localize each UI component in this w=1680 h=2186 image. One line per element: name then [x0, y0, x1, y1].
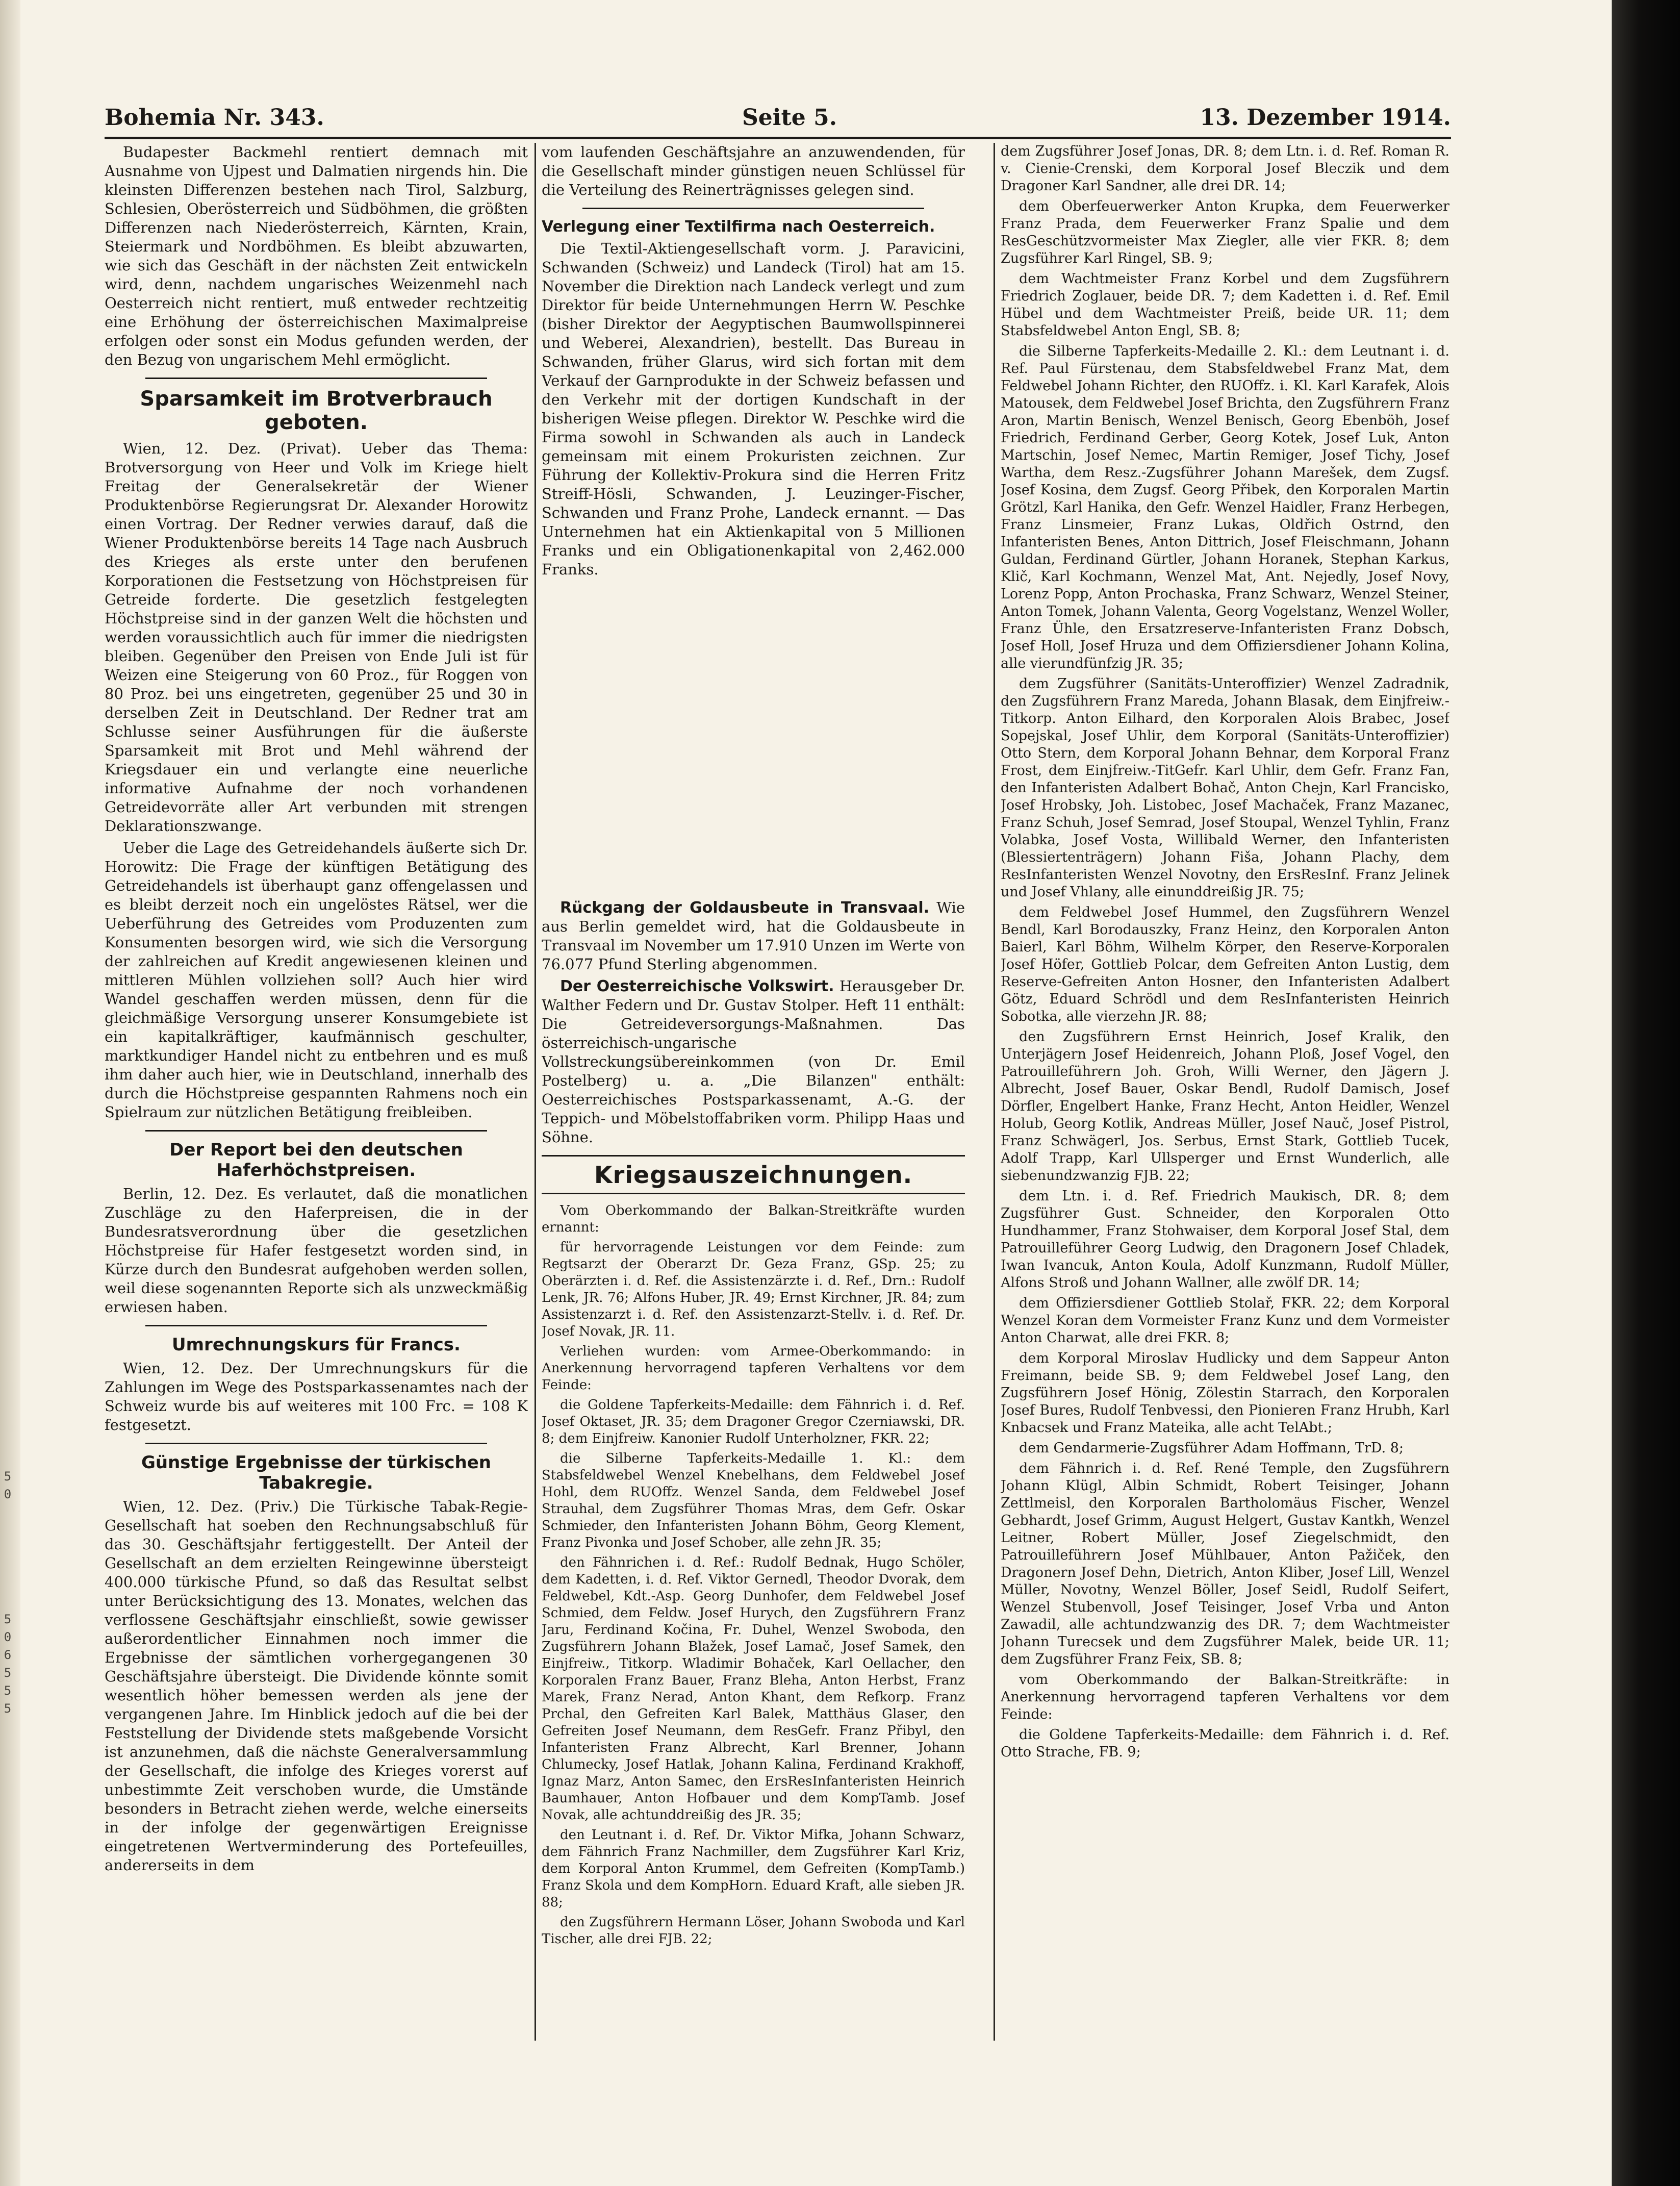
scan-shadow: [1612, 0, 1680, 2186]
article-text: Wien, 12. Dez. Der Umrechnungskurs für die Zahlungen im Wege des Postsparkassenamtes nach der Schweiz wurde bis auf weiteres mit 100 Frc. = 108 K festgesetzt.: [105, 1360, 528, 1434]
award-text: vom Oberkommando der Balkan-Streitkräfte: in Anerkennung hervorragend tapferen Verhaltens vor dem Feinde:: [1001, 1672, 1449, 1722]
award-text: dem Zugsführer (Sanitäts-Unteroffizier) Wenzel Zadradnik, den Zugsführern Franz Mareda, Johann Blasak, dem Einjfreiw.-Titkorp. Anton Eilhard, den Korporalen Alois Brabec, Josef Sopejskal, Josef Uhlir, dem Korporal (Sanitäts-Unteroffizier) Otto Stern, dem Korporal Johann Behnar, dem Korporal Franz Frost, dem Einjfreiw.-TitGefr. Karl Uhlir, dem Gefr. Franz Fan, den Infanteristen Adalbert Bohač, Anton Chejn, Karl Francisko, Josef Hrobsky, Joh. Listobec, Josef Machaček, Franz Mazanec, Franz Schuh, Josef Semrad, Josef Stoupal, Wenzel Tyhlin, Franz Volabka, Josef Vosta, Willibald Werner, den Infanteristen (Blessiertenträgern) Johann Fiša, Johann Plachy, dem ResInfanteristen Wenzel Novotny, den ErsResInf. Franz Jelinek und Josef Vhlany, alle einunddreißig JR. 75;: [1001, 676, 1449, 900]
award-text: den Leutnant i. d. Ref. Dr. Viktor Mifka, Johann Schwarz, dem Fähnrich Franz Nachmiller, dem Zugsführer Karl Kriz, dem Korporal Anton Krummel, dem Gefreiten (KompTamb.) Franz Skola und dem KompHorn. Eduard Kraft, alle sieben JR. 88;: [542, 1827, 965, 1910]
headline-tabakregie: Günstige Ergebnisse der türkischen Tabakregie.: [141, 1452, 491, 1493]
headline-francs: Umrechnungskurs für Francs.: [172, 1335, 461, 1355]
article-text: Wien, 12. Dez. (Priv.) Die Türkische Tabak-Regie-Gesellschaft hat soeben den Rechnungsabschluß für das 30. Geschäftsjahr fertiggestellt. Der Anteil der Gesellschaft an dem erzielten Reingewinne übersteigt 400.000 türkische Pfund, so daß das Resultat selbst unter Berücksichtigung des 13. Monates, welchen das verflossene Geschäftsjahr einschließt, sowie gewisser außerordentlicher Einnahmen noch immer die Ergebnisse der sämtlichen vorhergegangenen 30 Geschäftsjahre übersteigt. Die Dividende könnte somit wesentlich höher bemessen werden als jene der vergangenen Jahre. Im Hinblick jedoch auf die bei der Feststellung der Dividende stets maßgebende Vorsicht ist anzunehmen, daß die nächste Generalversammlung der Gesellschaft, die infolge des Krieges vorerst auf unbestimmte Zeit verschoben wurde, die Umstände besonders in Betracht ziehen werde, welche einerseits in der infolge der gegenwärtigen Ereignisse eingetretenen Wertverminderung des Portefeuilles, andererseits in dem: [105, 1498, 528, 1874]
margin-mark: 0: [4, 1630, 12, 1644]
award-text: dem Offiziersdiener Gottlieb Stolař, FKR. 22; dem Korporal Wenzel Koran dem Vormeister Franz Kunz und dem Vormeister Anton Charwat, alle drei FKR. 8;: [1001, 1295, 1449, 1346]
masthead-issue: Bohemia Nr. 343.: [105, 105, 324, 131]
separator: [145, 378, 487, 379]
article-text: vom laufenden Geschäftsjahre an anzuwendenden, für die Gesellschaft minder günstigen neuen Schlüssel für die Verteilung des Reinerträgnisses gelegen sind.: [542, 143, 965, 198]
margin-mark: 5: [4, 1612, 12, 1626]
award-text: dem Wachtmeister Franz Korbel und dem Zugsführern Friedrich Zoglauer, beide DR. 7; dem Kadetten i. d. Ref. Emil Hübel und dem Wachtmeister Preiß, beide UR. 11; dem Stabsfeldwebel Anton Engl, SB. 8;: [1001, 271, 1449, 339]
margin-mark: 5: [4, 1701, 12, 1716]
article-text: Berlin, 12. Dez. Es verlautet, daß die monatlichen Zuschläge zu den Haferpreisen, die in der Bundesratsverordnung über die gesetzlichen Höchstpreise für Hafer festgesetzt worden sind, in Kürze durch den Bundesrat aufgehoben werden sollen, weil diese sogenannten Reporte sich als unzweckmäßig erwiesen haben.: [105, 1185, 528, 1316]
award-text: dem Feldwebel Josef Hummel, den Zugsführern Wenzel Bendl, Karl Borodauszky, Franz Heinz, den Korporalen Anton Baierl, Karl Böhm, Wilhelm Körper, den Reserve-Korporalen Josef Höfer, Gottlieb Polcar, dem Gefreiten Anton Lustig, dem Reserve-Gefreiten Anton Hosner, den Infanteristen Adalbert Götz, Eduard Schrödl und dem ResInfanteristen Heinrich Sobotka, alle vierzehn JR. 88;: [1001, 904, 1449, 1024]
headline-textilfirma: Verlegung einer Textilfirma nach Oesterreich.: [542, 218, 935, 236]
masthead: [105, 105, 1451, 135]
margin-mark: 5: [4, 1469, 12, 1484]
award-text: dem Zugsführer Josef Jonas, DR. 8; dem Ltn. i. d. Ref. Roman R. v. Cienie-Crenski, dem Korporal Josef Bleczik und dem Dragoner Karl Sandner, alle drei DR. 14;: [1001, 143, 1449, 194]
article-text: Budapester Backmehl rentiert demnach mit Ausnahme von Ujpest und Dalmatien nirgends hin. Die kleinsten Differenzen bestehen nach Tirol, Salzburg, Schlesien, Oberösterreich und Südböhmen, die größten Differenzen nach Niederösterreich, Kärnten, Krain, Steiermark und Nordböhmen. Es bleibt abzuwarten, wie sich das Geschäft in der nächsten Zeit entwickeln wird, denn, nachdem ungarisches Weizenmehl nach Oesterreich nicht rentiert, muß entweder rechtzeitig eine Erhöhung der österreichischen Maximalpreise erfolgen oder sonst ein Modus gefunden werden, der den Bezug von ungarischem Mehl ermöglicht.: [105, 143, 528, 368]
award-text: den Zugsführern Hermann Löser, Johann Swoboda und Karl Tischer, alle drei FJB. 22;: [542, 1915, 965, 1947]
page-left-edge: [0, 0, 20, 2186]
award-text: die Silberne Tapferkeits-Medaille 1. Kl.: dem Stabsfeldwebel Wenzel Knebelhans, dem Feldwebel Josef Hohl, dem RUOffz. Wenzel Sanda, dem Feldwebel Josef Strauhal, dem Zugsführer Thomas Mras, dem Gefr. Oskar Schmieder, den Infanteristen Johann Böhm, Georg Klement, Franz Pivonka und Josef Schober, alle zehn JR. 35;: [542, 1451, 965, 1550]
separator: [145, 1130, 487, 1132]
award-text: die Goldene Tapferkeits-Medaille: dem Fähnrich i. d. Ref. Otto Strache, FB. 9;: [1001, 1727, 1449, 1760]
blank-space: [542, 582, 965, 898]
column-divider: [994, 143, 995, 2041]
column-3: [1001, 143, 1449, 2041]
headline-report: Der Report bei den deutschen Haferhöchstpreisen.: [169, 1140, 463, 1180]
award-text: den Zugsführern Ernst Heinrich, Josef Kralik, den Unterjägern Josef Heidenreich, Johann Ploß, Josef Vogel, den Patrouilleführern Joh. Groh, Willi Werner, den Jägern J. Albrecht, Josef Bauer, Oskar Bendl, Rudolf Damisch, Josef Dörfler, Engelbert Hanke, Franz Hecht, Anton Heidler, Wenzel Holub, Georg Kotlik, Andreas Müller, Josef Nauč, Josef Pistrol, Franz Schwägerl, Jos. Serbus, Ernst Stark, Gottlieb Tucek, Adolf Trapp, Karl Ullsperger und Ernst Wunderlich, alle siebenundzwanzig FJB. 22;: [1001, 1029, 1449, 1184]
headline-goldausbeute: Rückgang der Goldausbeute in Transvaal.: [560, 899, 930, 917]
article-text: Die Textil-Aktiengesellschaft vorm. J. Paravicini, Schwanden (Schweiz) und Landeck (Tirol) hat am 15. November die Direktion nach Landeck verlegt und zum Direktor für beide Unternehmungen Herrn W. Peschke (bisher Direktor der Aegyptischen Baumwollspinnerei und Weberei, Alexandrien), bestellt. Das Bureau in Schwanden, früher Glarus, wird sich fortan mit dem Verkauf der Garnprodukte in der Schweiz befassen und den Verkehr mit der dortigen Kundschaft in der bisherigen Weise pflegen. Direktor W. Peschke wird die Firma sowohl in Schwanden als auch in Landeck gemeinsam mit einem Prokuristen zeichnen. Zur Führung der Kollektiv-Prokura sind die Herren Fritz Streiff-Hösli, Schwanden, J. Leuzinger-Fischer, Schwanden und Franz Prohe, Landeck ernannt. — Das Unternehmen hat ein Aktienkapital von 5 Millionen Franks und ein Obligationenkapital von 2,462.000 Franks.: [542, 240, 965, 578]
separator: [145, 1443, 487, 1444]
margin-mark: 0: [4, 1487, 12, 1501]
award-text: dem Gendarmerie-Zugsführer Adam Hoffmann, TrD. 8;: [1019, 1440, 1404, 1456]
column-1: [105, 143, 528, 2041]
award-text: den Fähnrichen i. d. Ref.: Rudolf Bednak, Hugo Schöler, dem Kadetten, i. d. Ref. Viktor Gernedl, Theodor Dvorak, dem Feldwebel, Kdt.-Asp. Georg Dunhofer, dem Feldwebel Josef Schmied, dem Feldw. Josef Hurych, den Zugsführern Franz Jaru, Ferdinand Kočina, Fr. Duhel, Wenzel Swoboda, den Zugsführern Johann Blažek, Josef Lamač, Josef Samek, den Einjfreiw., Titkorp. Wladimir Bohaček, Karl Oellacher, den Korporalen Franz Bauer, Franz Bleha, Anton Herbst, Franz Marek, Franz Nerad, Anton Khant, dem Refkorp. Franz Prchal, den Gefreiten Karl Balek, Matthäus Glaser, den Gefreiten Josef Neumann, dem ResGefr. Franz Přibyl, den Infanteristen Franz Albrecht, Karl Brenner, Johann Chlumecky, Josef Hatlak, Johann Kalina, Ferdinand Krakhoff, Ignaz Marz, Anton Samec, den ErsResInfanteristen Heinrich Baumhauer, Anton Hofbauer und dem KompTamb. Josef Novak, alle achtunddreißig des JR. 35;: [542, 1555, 965, 1823]
award-text: dem Korporal Miroslav Hudlicky und dem Sappeur Anton Freimann, beide SB. 9; dem Feldwebel Josef Lang, den Zugsführern Josef Hönig, Zölestin Starrach, den Korporalen Josef Bures, Rudolf Tenbvessi, den Pionieren Franz Hrubh, Karl Knbacsek und Franz Mateika, alle acht TelAbt.;: [1001, 1350, 1449, 1436]
article-text: Wie aus Berlin gemeldet wird, hat die Goldausbeute in Transvaal im November um 17.910 Unzen im Werte von 76.077 Pfund Sterling abgenommen.: [542, 899, 965, 973]
separator: [542, 1155, 965, 1157]
award-text: dem Oberfeuerwerker Anton Krupka, dem Feuerwerker Franz Prada, dem Feuerwerker Franz Spalie und dem ResGeschützvormeister Max Ziegler, alle vier FKR. 8; dem Zugsführer Karl Ringel, SB. 9;: [1001, 198, 1449, 266]
award-text: Verliehen wurden: vom Armee-Oberkommando: in Anerkennung hervorragend tapferen Verhaltens vor dem Feinde:: [542, 1344, 965, 1393]
masthead-date: 13. Dezember 1914.: [1200, 105, 1451, 131]
masthead-page: Seite 5.: [742, 105, 837, 131]
award-text: die Goldene Tapferkeits-Medaille: dem Fähnrich i. d. Ref. Josef Oktaset, JR. 35; dem Dragoner Gregor Czerniawski, DR. 8; dem Einjfreiw. Kanonier Rudolf Unterholzner, FKR. 22;: [542, 1397, 965, 1446]
award-text: Vom Oberkommando der Balkan-Streitkräfte wurden ernannt:: [542, 1203, 965, 1235]
header-rule: [105, 137, 1451, 139]
column-2: [542, 143, 965, 2041]
article-text: Ueber die Lage des Getreidehandels äußerte sich Dr. Horowitz: Die Frage der künftigen Betätigung des Getreidehandels ist überhaupt ganz offengelassen und es bleibt derzeit noch ein ungelöstes Rätsel, wer die Ueberführung des Getreides vom Produzenten zum Konsumenten besorgen wird, wie sich die Versorgung der zahlreichen auf Kredit angewiesenen kleinen und mittleren Mühlen vollziehen soll? Auch hier wird Wandel geschaffen werden müssen, denn für die gleichmäßige Versorgung unserer Konsumgebiete ist ein kapitalkräftiger, kaufmännisch geschulter, marktkundiger Handel nicht zu entbehren und es muß ihm daher auch hier, wie in Deutschland, innerhalb des durch die Höchstpreise gespannten Rahmens noch ein Spielraum zur nützlichen Betätigung freibleiben.: [105, 839, 528, 1121]
award-text: dem Fähnrich i. d. Ref. René Temple, den Zugsführern Johann Klügl, Albin Schmidt, Robert Teisinger, Johann Zettlmeisl, den Korporalen Bartholomäus Fischer, Wenzel Gebhardt, Josef Grimm, August Helgert, Gustav Kantkh, Wenzel Leitner, Robert Müller, Josef Ziegelschmidt, den Patrouilleführern Josef Mühlbauer, Anton Pažiček, den Dragonern Josef Dehn, Dietrich, Anton Kliber, Josef Lill, Wenzel Müller, Novotny, Wenzel Böller, Josef Seidl, Rudolf Seifert, Wenzel Stubenvoll, Josef Teisinger, Josef Vrba und Anton Zawadil, alle achtundzwanzig des DR. 7; dem Wachtmeister Johann Turecsek und dem Zugsführer Malek, beide UR. 11; dem Zugsführer Franz Feix, SB. 8;: [1001, 1461, 1449, 1667]
separator: [542, 1193, 965, 1194]
article-text: Herausgeber Dr. Walther Federn und Dr. Gustav Stolper. Heft 11 enthält: Die Getreideversorgungs-Maßnahmen. Das österreichisch-ungarische Vollstreckungsübereinkommen (von Dr. Emil Postelberg) u. a. „Die Bilanzen" enthält: Oesterreichisches Postsparkassenamt, A.-G. der Teppich- und Möbelstoffabriken vorm. Philipp Haas und Söhne.: [542, 977, 965, 1146]
headline-sparsamkeit: Sparsamkeit im Brotverbrauch geboten.: [140, 387, 493, 434]
section-title-kriegsauszeichnungen: Kriegsauszeichnungen.: [594, 1161, 913, 1189]
headline-volkswirt: Der Oesterreichische Volkswirt.: [560, 977, 834, 995]
separator: [145, 1325, 487, 1326]
article-text: Wien, 12. Dez. (Privat). Ueber das Thema: Brotversorgung von Heer und Volk im Kriege hielt Freitag der Generalsekretär der Wiener Produktenbörse Regierungsrat Dr. Alexander Horowitz einen Vortrag. Der Redner verwies darauf, daß die Wiener Produktenbörse bereits 14 Tage nach Ausbruch des Krieges als erste unter den berufenen Korporationen die Festsetzung von Höchstpreisen für Getreide forderte. Die gesetzlich festgelegten Höchstpreise sind in der ganzen Welt die höchsten und werden voraussichtlich auch für immer die niedrigsten bleiben. Gegenüber den Preisen von Ende Juli ist für Weizen eine Steigerung von 60 Proz., für Roggen von 80 Proz. bei uns eingetreten, gegenüber 25 und 30 in derselben Zeit in Deutschland. Der Redner trat am Schlusse seiner Ausführungen für die äußerste Sparsamkeit mit Brot und Mehl während der Kriegsdauer ein und verlangte eine neuerliche informative Aufnahme der noch vorhandenen Getreidevorräte aller Art verbunden mit strengen Deklarationszwange.: [105, 440, 528, 835]
award-text: für hervorragende Leistungen vor dem Feinde: zum Regtsarzt der Oberarzt Dr. Geza Franz, GSp. 25; zu Oberärzten i. d. Ref. die Assistenzärzte i. d. Ref., Drn.: Rudolf Lenk, JR. 76; Alfons Huber, JR. 49; Ernst Kirchner, JR. 84; zum Assistenzarzt i. d. Ref. den Assistenzarzt-Stellv. i. d. Ref. Dr. Josef Novak, JR. 11.: [542, 1240, 965, 1339]
award-text: dem Ltn. i. d. Ref. Friedrich Maukisch, DR. 8; dem Zugsführer Gust. Schneider, den Korporalen Otto Hundhammer, Franz Stohwaiser, dem Korporal Josef Stal, dem Patrouilleführer Georg Ludwig, den Dragonern Josef Chladek, Iwan Ivancuk, Anton Koula, Adolf Kunzmann, Rudolf Müller, Alfons Stroß und Johann Wallner, alle zwölf DR. 14;: [1001, 1188, 1449, 1291]
margin-mark: 5: [4, 1684, 12, 1698]
margin-mark: 5: [4, 1666, 12, 1680]
separator: [582, 208, 924, 209]
column-divider: [534, 143, 536, 2041]
award-text: die Silberne Tapferkeits-Medaille 2. Kl.: dem Leutnant i. d. Ref. Paul Fürstenau, dem Stabsfeldwebel Franz Mat, dem Feldwebel Johann Richter, den RUOffz. i. Kl. Karl Karafek, Alois Matousek, dem Feldwebel Josef Brichta, den Zugsführern Franz Aron, Martin Benisch, Wenzel Benisch, Georg Ebenböh, Josef Friedrich, Ferdinand Gerber, Georg Kotek, Josef Luk, Anton Martschin, Josef Nemec, Martin Remiger, Josef Tichy, Josef Wartha, dem Resz.-Zugsführer Johann Marešek, dem Zugsf. Josef Kosina, dem Zugsf. Georg Přibek, den Korporalen Martin Grötzl, Karl Hanika, den Gefr. Wenzel Haidler, Franz Herbegen, Franz Linsmeier, Franz Lukas, Oldřich Ostrnd, den Infanteristen Benes, Anton Dittrich, Josef Fleischmann, Johann Guldan, Ferdinand Gürtler, Johann Horanek, Stephan Karkus, Klič, Karl Kochmann, Wenzel Mat, Ant. Nejedly, Josef Novy, Lorenz Popp, Anton Prochaska, Franz Schwarz, Wenzel Steiner, Anton Tomek, Johann Valenta, Georg Vogelstanz, Wenzel Woller, Franz Ühle, den Ersatzreserve-Infanteristen Franz Dobsch, Josef Holl, Josef Hruza und dem Offiziersdiener Johann Kolina, alle vierundfünfzig JR. 35;: [1001, 343, 1449, 671]
margin-mark: 6: [4, 1648, 12, 1662]
